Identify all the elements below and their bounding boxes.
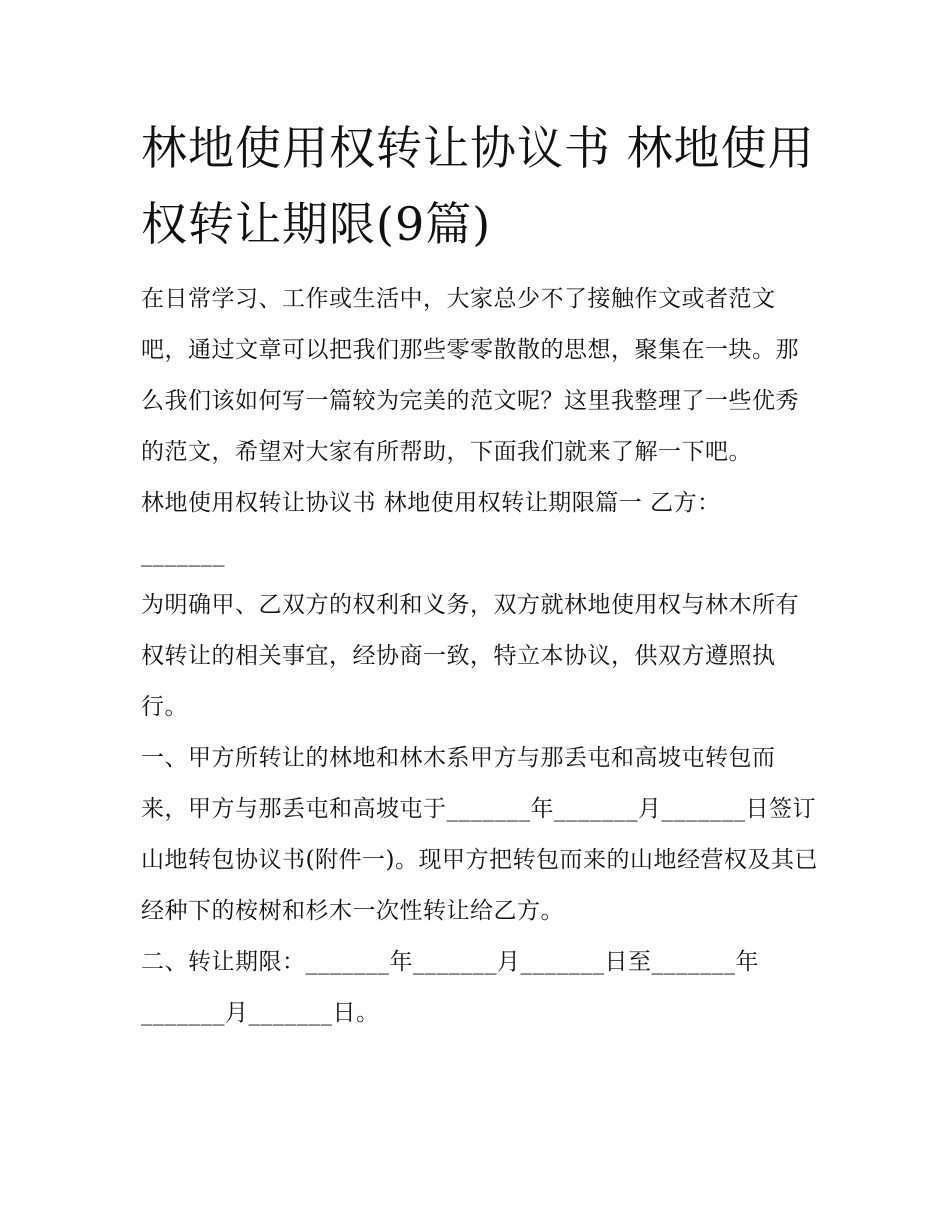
document-page [141,110,821,1039]
purpose-paragraph: 为明确甲、乙双方的权利和义务，双方就林地使用权与林木所有权转让的相关事宜，经协商一致，特立本协议，供双方遵照执行。 [141,592,799,720]
clause-one: 一、甲方所转让的林地和林木系甲方与那丢屯和高坡屯转包而来，甲方与那丢屯和高坡屯于_______年_______月_______日签订山地转包协议书(附件一)。现甲方把转包而来的山地经营权及其已经种下的桉树和杉木一次性转让给乙方。 [141,745,818,924]
section-heading: 林地使用权转让协议书 林地使用权转让期限篇一 乙方： [141,490,721,516]
intro-paragraph: 在日常学习、工作或生活中，大家总少不了接触作文或者范文吧，通过文章可以把我们那些零零散散的思想，聚集在一块。那么我们该如何写一篇较为完美的范文呢？这里我整理了一些优秀的范文，希望对大家有所帮助，下面我们就来了解一下吧。 [141,286,799,465]
document-title: 林地使用权转让协议书 林地使用权转让期限(9篇) [141,121,815,251]
party-b-blank: _______ [141,541,225,567]
clause-two: 二、转让期限：_______年_______月_______日至_______年_______月_______日。 [141,949,759,1026]
